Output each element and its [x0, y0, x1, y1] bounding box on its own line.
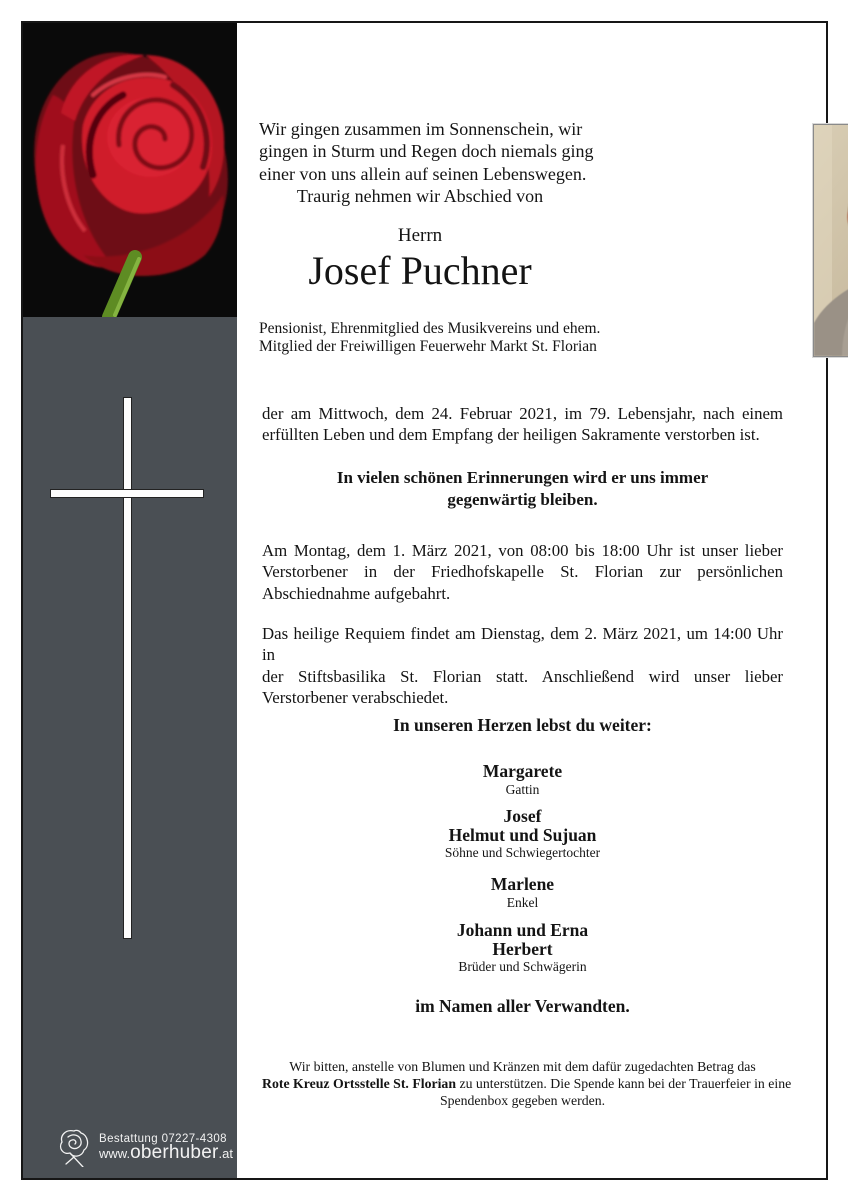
paragraph-line: Verstorbener in der Friedhofskapelle St. Florian zur persönlichen [262, 562, 783, 582]
logo-www: www. [99, 1145, 131, 1161]
verse-line: gingen in Sturm und Regen doch niemals ging [259, 141, 594, 162]
donation-line [262, 1075, 792, 1092]
mourner-entry [262, 762, 783, 797]
deceased-subtitle [259, 320, 601, 356]
mourner-name: Marlene [490, 874, 555, 894]
paragraph-line: Am Montag, dem 1. März 2021, von 08:00 bis 18:00 Uhr ist unser lieber [262, 541, 783, 560]
portrait-photo [813, 124, 848, 357]
memory-line: In vielen schönen Erinnerungen wird er uns immer [336, 468, 709, 487]
verse-line: Wir gingen zusammen im Sonnenschein, wir [259, 119, 583, 139]
logo-line2 [99, 1141, 233, 1163]
mourner-name: Margarete [482, 761, 563, 781]
opening-verse [259, 118, 594, 208]
cross-icon-arm [50, 489, 204, 498]
cross-icon [123, 397, 132, 939]
salutation: Herrn [397, 225, 443, 246]
paragraph-line: Verstorbener verabschiedet. [262, 687, 449, 707]
memory-line: gegenwärtig bleiben. [447, 490, 598, 509]
logo-line1: Bestattung 07227-4308 [99, 1132, 227, 1145]
mourner-relation: Söhne und Schwiegertochter [444, 845, 601, 861]
logo-text [99, 1133, 233, 1162]
rose-photo [23, 23, 237, 317]
paragraph-line: erfüllten Leben und dem Empfang der heiligen Sakramente verstorben ist. [262, 425, 760, 445]
mourner-name: Johann und Erna [456, 920, 589, 940]
verse-line: einer von uns allein auf seinen Lebenswegen. [259, 163, 587, 184]
mourner-relation: Gattin [505, 781, 540, 797]
mourner-name: Herbert [492, 938, 553, 959]
verse-line: Traurig nehmen wir Abschied von [296, 186, 544, 207]
mourner-entry [262, 921, 783, 975]
mourner-entry [262, 807, 783, 861]
paragraph-line: der Stiftsbasilika St. Florian statt. Anschließend wird unser lieber [262, 666, 783, 686]
donation-note [262, 1058, 792, 1109]
death-notice-card [21, 21, 828, 1180]
death-paragraph [262, 403, 783, 446]
notice-content [237, 23, 826, 1178]
mourner-entry [262, 875, 783, 910]
subtitle-line: Mitglied der Freiwilligen Feuerwehr Markt St. Florian [259, 338, 597, 355]
donation-recipient: Rote Kreuz Ortsstelle St. Florian [262, 1076, 457, 1091]
paragraph-line: der am Mittwoch, dem 24. Februar 2021, im 79. Lebensjahr, nach einem [262, 404, 783, 423]
paragraph-line: Das heilige Requiem findet am Dienstag, dem 2. März 2021, um 14:00 Uhr in [262, 624, 783, 665]
rose-sketch-icon [57, 1127, 93, 1167]
funeral-home-logo [57, 1127, 233, 1167]
left-sidebar [23, 23, 237, 1178]
mourner-relation: Brüder und Schwägerin [458, 959, 587, 975]
paragraph-line: Abschiednahme aufgebahrt. [262, 583, 451, 603]
viewing-paragraph [262, 540, 783, 604]
subtitle-line: Pensionist, Ehrenmitglied des Musikvereins und ehem. [259, 320, 601, 337]
deceased-name: Josef Puchner [308, 248, 532, 293]
logo-brand: oberhuber [130, 1141, 219, 1163]
requiem-paragraph [262, 623, 783, 708]
donation-rest: zu unterstützen. Die Spende kann bei der Trauerfeier in eine [456, 1076, 792, 1091]
mourner-name: Helmut und Sujuan [448, 824, 597, 845]
logo-tld: .at [218, 1145, 233, 1161]
memory-statement [262, 467, 783, 511]
donation-line: Spendenbox gegeben werden. [439, 1093, 606, 1108]
mourner-relation: Enkel [506, 894, 539, 910]
hearts-line: In unseren Herzen lebst du weiter: [393, 715, 652, 735]
closing-line: im Namen aller Verwandten. [415, 996, 630, 1016]
portrait-illustration [814, 125, 848, 356]
donation-line: Wir bitten, anstelle von Blumen und Kränzen mit dem dafür zugedachten Betrag das [289, 1059, 756, 1074]
mourner-name: Josef [503, 806, 542, 826]
